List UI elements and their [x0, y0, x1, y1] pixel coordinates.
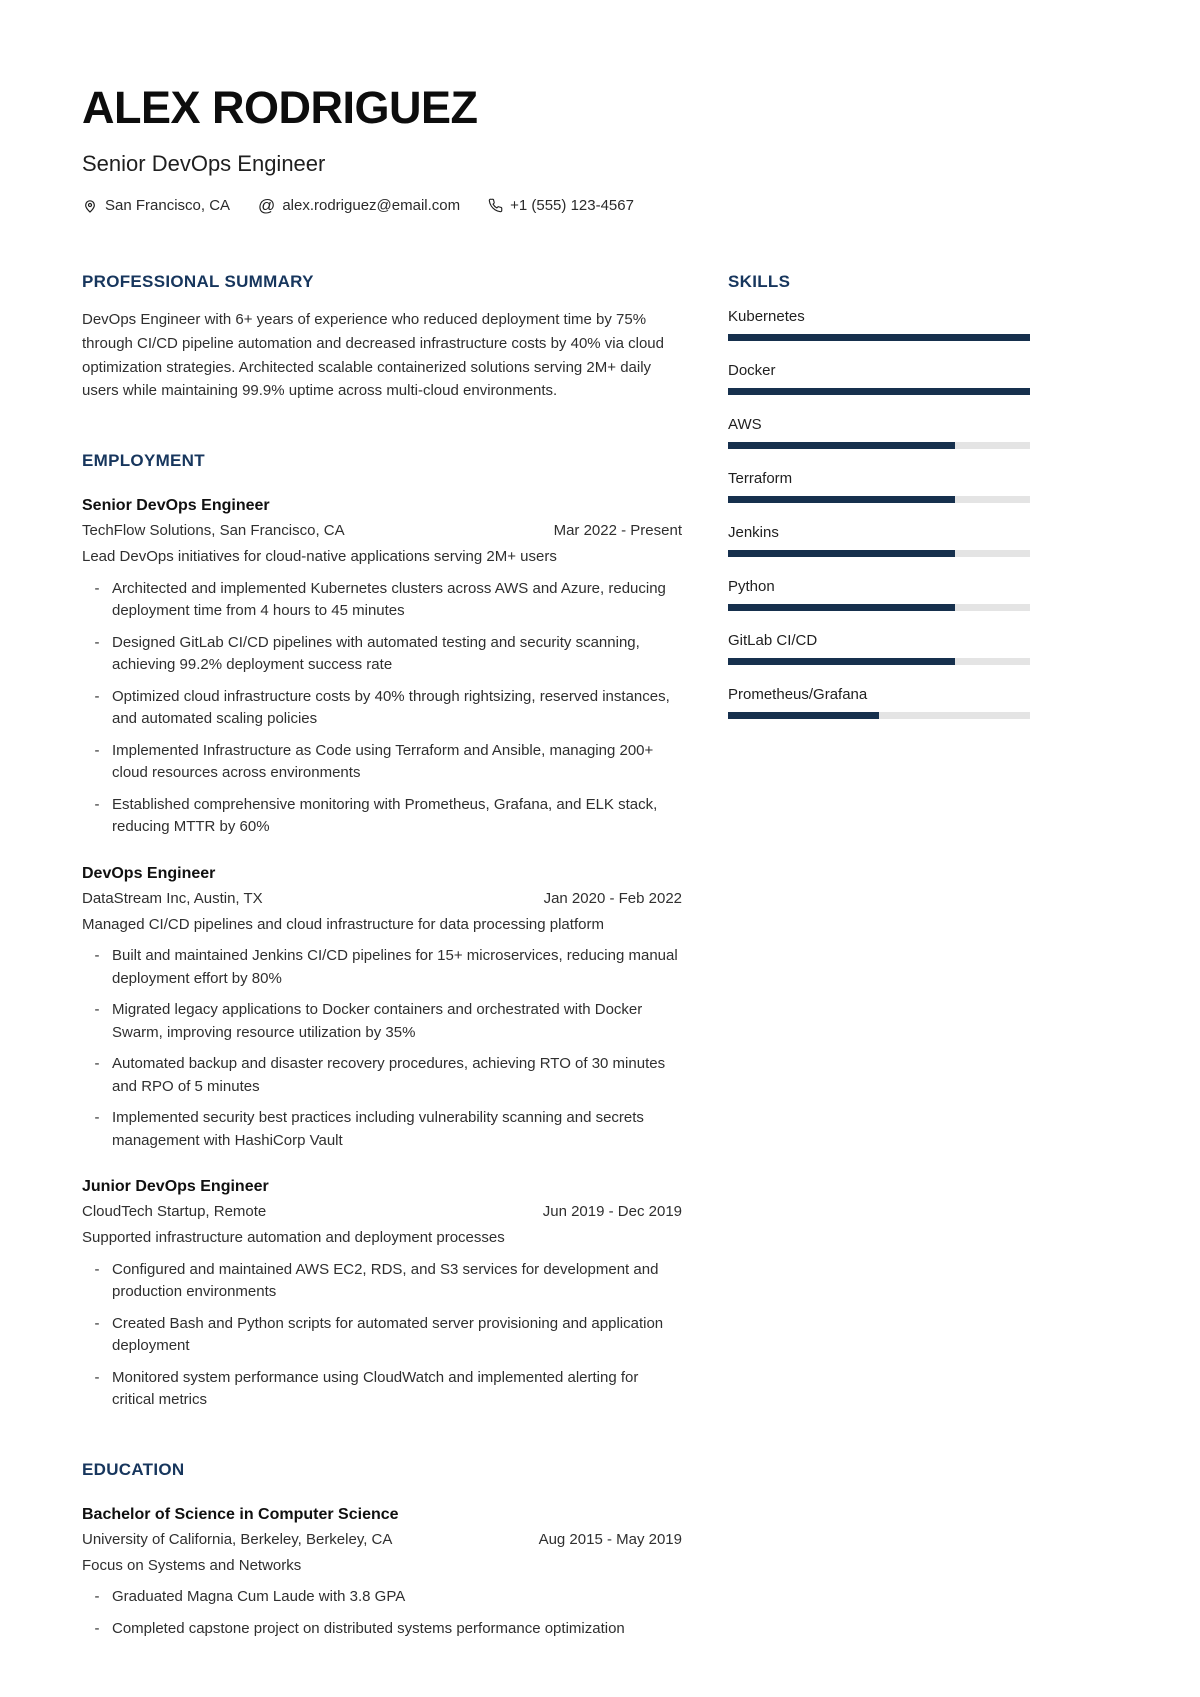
job-lead: Managed CI/CD pipelines and cloud infrastructure for data processing platform [82, 915, 604, 933]
skill-item [728, 470, 1030, 503]
skill-bar-track [728, 604, 1030, 611]
job-dates: Mar 2022 - Present [553, 522, 682, 539]
section-professional-summary [82, 272, 682, 403]
skill-bar-track [728, 658, 1030, 665]
job-title: Senior DevOps Engineer [82, 497, 270, 514]
bullet-item: - Automated backup and disaster recovery procedures, achieving RTO of 30 minutes and RPO of 5 minutes [82, 1053, 682, 1098]
location-text: San Francisco, CA [105, 197, 231, 215]
skill-label: Jenkins [728, 524, 779, 542]
bullet-dash-icon [82, 794, 112, 839]
skill-item [728, 686, 1030, 719]
bullet-item: - Configured and maintained AWS EC2, RDS, and S3 services for development and production environments [82, 1259, 682, 1304]
job-lead: Supported infrastructure automation and deployment processes [82, 1229, 505, 1246]
skill-bar-fill [728, 550, 955, 557]
skill-item [728, 524, 1030, 557]
bullet-dash-icon [82, 1053, 112, 1098]
company-name: DataStream Inc, Austin, TX [82, 889, 263, 907]
skill-item [728, 632, 1030, 665]
job-lead: Lead DevOps initiatives for cloud-native applications serving 2M+ users [82, 548, 557, 565]
company-name: TechFlow Solutions, San Francisco, CA [82, 522, 345, 539]
candidate-name: ALEX RODRIGUEZ [82, 82, 478, 133]
bullet-item: - Implemented security best practices including vulnerability scanning and secrets management with HashiCorp Vault [82, 1107, 682, 1152]
contact-phone [488, 197, 634, 214]
bullet-dash-icon [82, 1586, 112, 1609]
company-row [82, 1203, 682, 1220]
contact-location [82, 197, 230, 214]
job-entry [82, 1178, 682, 1412]
school-name: University of California, Berkeley, Berkeley, CA [82, 1530, 393, 1548]
at-sign-icon: @ [258, 196, 276, 216]
education-entry [82, 1506, 682, 1641]
skill-bar-fill [728, 604, 955, 611]
education-bullets [82, 1586, 682, 1640]
skill-label: Terraform [728, 470, 793, 488]
skill-bar-track [728, 388, 1030, 395]
skill-label: Python [728, 578, 775, 596]
job-bullets [82, 1259, 682, 1412]
degree-title: Bachelor of Science in Computer Science [82, 1505, 399, 1523]
job-title: Junior DevOps Engineer [82, 1178, 269, 1195]
bullet-item: - Monitored system performance using CloudWatch and implemented alerting for critical metrics [82, 1367, 682, 1412]
bullet-dash-icon [82, 999, 112, 1044]
job-entry [82, 497, 682, 839]
skill-bar-track [728, 496, 1030, 503]
school-row [82, 1531, 682, 1548]
skill-bar-fill [728, 334, 1030, 341]
bullet-dash-icon [82, 1367, 112, 1412]
job-bullets [82, 578, 682, 839]
employment-heading: EMPLOYMENT [82, 451, 205, 470]
section-employment [82, 451, 682, 1412]
bullet-dash-icon [82, 578, 112, 623]
bullet-dash-icon [82, 1107, 112, 1152]
bullet-dash-icon [82, 945, 112, 990]
candidate-title: Senior DevOps Engineer [82, 151, 326, 177]
company-row [82, 890, 682, 907]
skill-bar-fill [728, 712, 879, 719]
phone-icon [488, 198, 503, 213]
job-bullets [82, 945, 682, 1152]
bullet-dash-icon [82, 1313, 112, 1358]
bullet-dash-icon [82, 1618, 112, 1641]
bullet-item: - Completed capstone project on distributed systems performance optimization [82, 1618, 682, 1641]
skill-bar-track [728, 334, 1030, 341]
bullet-dash-icon [82, 740, 112, 785]
contact-row [82, 197, 1030, 214]
phone-text: +1 (555) 123-4567 [510, 197, 634, 215]
columns [82, 272, 1030, 1640]
bullet-dash-icon [82, 632, 112, 677]
location-pin-icon [82, 198, 98, 214]
bullet-dash-icon [82, 686, 112, 731]
contact-email [258, 197, 460, 214]
skills-column [728, 272, 1030, 740]
email-text: alex.rodriguez@email.com [282, 197, 461, 215]
skill-bar-fill [728, 442, 955, 449]
bullet-item: - Implemented Infrastructure as Code using Terraform and Ansible, managing 200+ cloud resources across environments [82, 740, 682, 785]
education-heading: EDUCATION [82, 1459, 185, 1479]
company-name: CloudTech Startup, Remote [82, 1203, 267, 1220]
main-column [82, 272, 682, 1640]
skill-label: GitLab CI/CD [728, 632, 818, 650]
bullet-item: - Optimized cloud infrastructure costs by 40% through rightsizing, reserved instances, and automated scaling policies [82, 686, 682, 731]
company-row [82, 522, 682, 539]
skill-bar-track [728, 550, 1030, 557]
bullet-item: - Graduated Magna Cum Laude with 3.8 GPA [82, 1586, 682, 1609]
skill-item [728, 362, 1030, 395]
skill-bar-track [728, 442, 1030, 449]
job-dates: Jun 2019 - Dec 2019 [542, 1203, 682, 1220]
bullet-item: - Designed GitLab CI/CD pipelines with automated testing and security scanning, achieving 99.2% deployment success rate [82, 632, 682, 677]
summary-heading: PROFESSIONAL SUMMARY [82, 272, 314, 292]
skill-label: AWS [728, 416, 762, 434]
skill-bar-fill [728, 496, 955, 503]
summary-text: DevOps Engineer with 6+ years of experience who reduced deployment time by 75% through CI/CD pipeline automation and decreased infrastructure costs by 40% via cloud optimization strategies. Architected scalable containerized solutions serving 2M+ daily users while maintaining 99.9% uptime across multi-cloud environments. [82, 311, 664, 400]
education-dates: Aug 2015 - May 2019 [538, 1530, 682, 1548]
skill-label: Kubernetes [728, 308, 805, 326]
skill-bar-track [728, 712, 1030, 719]
job-dates: Jan 2020 - Feb 2022 [543, 889, 682, 907]
skill-label: Docker [728, 362, 776, 380]
skill-item [728, 308, 1030, 341]
bullet-item: - Migrated legacy applications to Docker containers and orchestrated with Docker Swarm, improving resource utilization by 35% [82, 999, 682, 1044]
bullet-item: - Built and maintained Jenkins CI/CD pipelines for 15+ microservices, reducing manual deployment effort by 80% [82, 945, 682, 990]
skill-bar-fill [728, 388, 1030, 395]
job-title: DevOps Engineer [82, 864, 216, 882]
skill-item [728, 416, 1030, 449]
skill-bar-fill [728, 658, 955, 665]
resume-header [82, 84, 1030, 214]
education-lead: Focus on Systems and Networks [82, 1556, 302, 1574]
skill-item [728, 578, 1030, 611]
bullet-dash-icon [82, 1259, 112, 1304]
bullet-item: - Created Bash and Python scripts for automated server provisioning and application deployment [82, 1313, 682, 1358]
skills-heading: SKILLS [728, 272, 791, 292]
bullet-item: - Established comprehensive monitoring with Prometheus, Grafana, and ELK stack, reducing MTTR by 60% [82, 794, 682, 839]
section-education [82, 1460, 682, 1641]
job-entry [82, 865, 682, 1153]
bullet-item: - Architected and implemented Kubernetes clusters across AWS and Azure, reducing deployment time from 4 hours to 45 minutes [82, 578, 682, 623]
skill-label: Prometheus/Grafana [728, 686, 868, 704]
